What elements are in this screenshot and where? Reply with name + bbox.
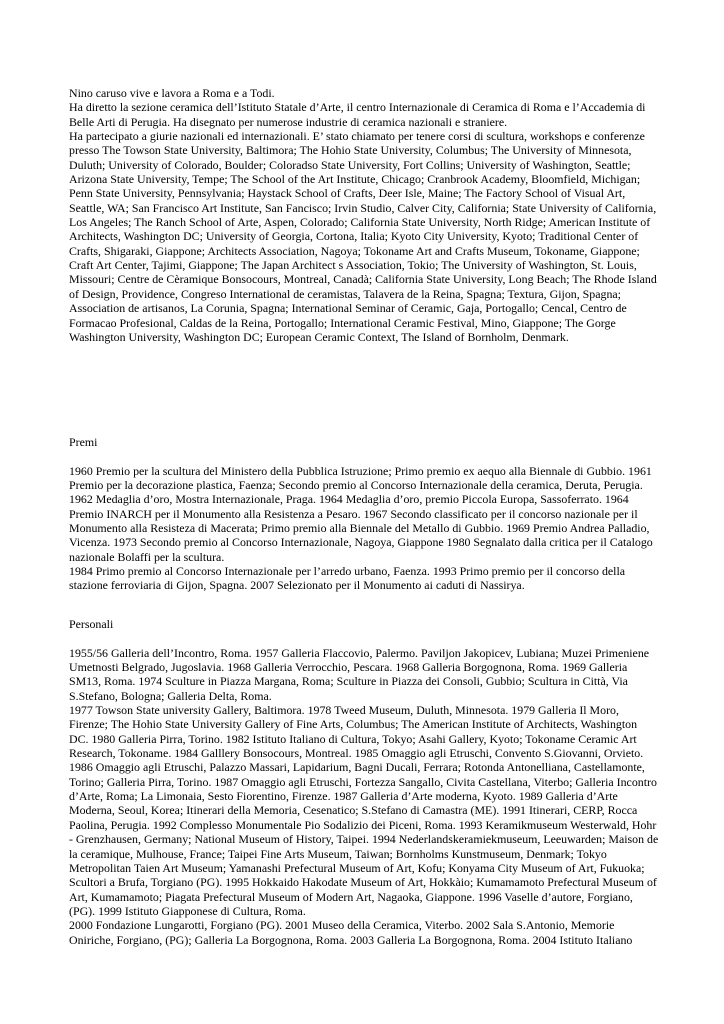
bio-paragraph-2: Ha diretto la sezione ceramica dell’Istituto Statale d’Arte, il centro Internazionale di Ceramica di Roma e l’Accademia di Belle Arti di Perugia. Ha disegnato per numerose industrie di ceramica nazionali e straniere.: [69, 100, 646, 129]
bio-paragraph-3: Ha partecipato a giurie nazionali ed internazionali. E’ stato chiamato per tenere corsi di scultura, workshops e conferenze presso The Towson State University, Baltimora; The Hohio State University, Columbus; The University of Minnesota, Duluth; University of Colorado, Boulder; Coloradso State University, Fort Collins; University of Washington, Seattle; Arizona State University, Tempe; The School of the Art Institute, Chicago; Cranbrook Academy, Bloomfield, Michigan; Penn State University, Pennsylvania; Haystack School of Crafts, Deer Isle, Maine; The Factory School of Visual Art, Seattle, WA; San Francisco Art Institute, San Fancisco; Irvin Studio, Calver City, California; State University of California, Los Angeles; The Ranch School of Arte, Aspen, Colorado; California State University, North Ridge; American Institute of Architects, Washington DC; University of Georgia, Cortona, Italia; Kyoto City University, Kyoto; Traditional Center of Crafts, Shigaraki, Giappone; Architects Association, Nagoya; Tokoname Art and Crafts Museum, Tokoname, Giappone; Craft Art Center, Tajimi, Giappone; The Japan Architect s Association, Tokio; The University of Washington, St. Louis, Missouri; Centre de Cèramique Bonsocours, Montreal, Canadà; California State University, Long Beach; The Rhode Island of Design, Providence, Congreso International de ceramistas, Talavera de la Reina, Spagna; Textura, Gijon, Spagna; Association de artisanos, La Corunia, Spagna; International Seminar of Ceramic, Gaja, Portogallo; Cencal, Centro de Formacao Profesional, Caldas de la Reina, Portogallo; International Ceramic Festival, Mino, Giappone; The Gorge Washington University, Washington DC; European Ceramic Context, The Island of Bornholm, Denmark.: [69, 129, 657, 344]
personali-paragraph-2: 1977 Towson State university Gallery, Baltimora. 1978 Tweed Museum, Duluth, Minnesota. 1979 Galleria Il Moro, Firenze; The Hohio State University Gallery of Fine Arts, Columbus; The American Institute of Architects, Washington DC. 1980 Galleria Pirra, Torino. 1982 Istituto Italiano di Cultura, Tokyo; Asahi Gallery, Kyoto; Tokoname Ceramic Art Research, Tokoname. 1984 Galllery Bonsocours, Montreal. 1985 Omaggio agli Etruschi, Convento S.Giovanni, Orvieto. 1986 Omaggio agli Etruschi, Palazzo Massari, Lapidarium, Bagni Ducali, Ferrara; Rotonda Antonelliana, Castellamonte, Torino; Galleria Pirra, Torino. 1987 Omaggio agli Etruschi, Fortezza Sangallo, Civita Castellana, Viterbo; Galleria Incontro d’Arte, Roma; La Limonaia, Sesto Fiorentino, Firenze. 1987 Galleria d’Arte moderna, Kyoto. 1989 Galleria d’Arte Moderna, Seoul, Korea; Itinerari della Memoria, Cesenatico; S.Stefano di Camastra (ME). 1991 Itinerari, CERP, Rocca Paolina, Perugia. 1992 Complesso Monumentale Pio Sodalizio dei Piceni, Roma. 1993 Keramikmuseum Westerwald, Hohr - Grenzhausen, Germany; National Museum of History, Taipei. 1994 Nederlandskeramiekmuseum, Leeuwarden; Maison de la ceramique, Mulhouse, France; Taipei Fine Arts Museum, Taiwan; Bornholms Kunstmuseum, Denmark; Tokyo Metropolitan Taien Art Museum; Yamanashi Prefectural Museum of Art, Kofu; Konyama City Museum of Art, Fukuoka; Scultori a Brufa, Torgiano (PG). 1995 Hokkaido Hakodate Museum of Art, Hokkàio; Kumamamoto Prefectural Museum of Art, Kumamamoto; Piagata Prefectural Museum of Modern Art, Nagaoka, Giappone. 1996 Vaselle d’autore, Forgiano, (PG). 1999 Istituto Giapponese di Cultura, Roma.: [69, 703, 659, 918]
premi-paragraph-2: 1984 Primo premio al Concorso Internazionale per l’arredo urbano, Faenza. 1993 Primo premio per il concorso della stazione ferroviaria di Gijon, Spagna. 2007 Selezionato per il Monumento ai caduti di Nassirya.: [69, 564, 626, 593]
spacer: [69, 449, 659, 463]
personali-paragraph-3: 2000 Fondazione Lungarotti, Forgiano (PG). 2001 Museo della Ceramica, Viterbo. 2002 Sala S.Antonio, Memorie Oniriche, Forgiano, (PG); Galleria La Borgognona, Roma. 2003 Galleria La Borgognona, Roma. 2004 Istituto Italiano: [69, 918, 633, 947]
premi-paragraph-1: 1960 Premio per la scultura del Ministero della Pubblica Istruzione; Primo premio ex aequo alla Biennale di Gubbio. 1961 Premio per la decorazione plastica, Faenza; Secondo premio al Concorso Internazionale della ceramica, Deruta, Perugia. 1962 Medaglia d’oro, Mostra Internazionale, Praga. 1964 Medaglia d’oro, premio Piccola Europa, Sassoferrato. 1964 Premio INARCH per il Monumento alla Resistenza a Pesaro. 1967 Secondo classificato per il concorso nazionale per il Monumento alla Resisteza di Macerata; Primo premio alla Biennale del Metallo di Gubbio. 1969 Premio Andrea Palladio, Vicenza. 1973 Secondo premio al Concorso Internazionale, Nagoya, Giappone 1980 Segnalato dalla critica per il Catalogo nazionale Bolaffi per la scultura.: [69, 463, 653, 564]
personali-section: [69, 617, 659, 947]
premi-heading: Premi: [69, 435, 98, 449]
personali-heading: Personali: [69, 617, 114, 631]
premi-section: [69, 435, 659, 593]
personali-paragraph-1: 1955/56 Galleria dell’Incontro, Roma. 1957 Galleria Flaccovio, Palermo. Paviljon Jakopicev, Lubiana; Muzei Primeniene Umetnosti Belgrado, Jugoslavia. 1968 Galleria Verrocchio, Pescara. 1968 Galleria Borgognona, Roma. 1969 Galleria SM13, Roma. 1974 Sculture in Piazza Margana, Roma; Sculture in Piazza dei Consoli, Gubbio; Scultura in Città, Via S.Stefano, Bologna; Galleria Delta, Roma.: [69, 645, 650, 703]
spacer: [69, 631, 659, 645]
bio-section: [69, 86, 659, 344]
bio-paragraph-1: Nino caruso vive e lavora a Roma e a Todi.: [69, 86, 275, 100]
